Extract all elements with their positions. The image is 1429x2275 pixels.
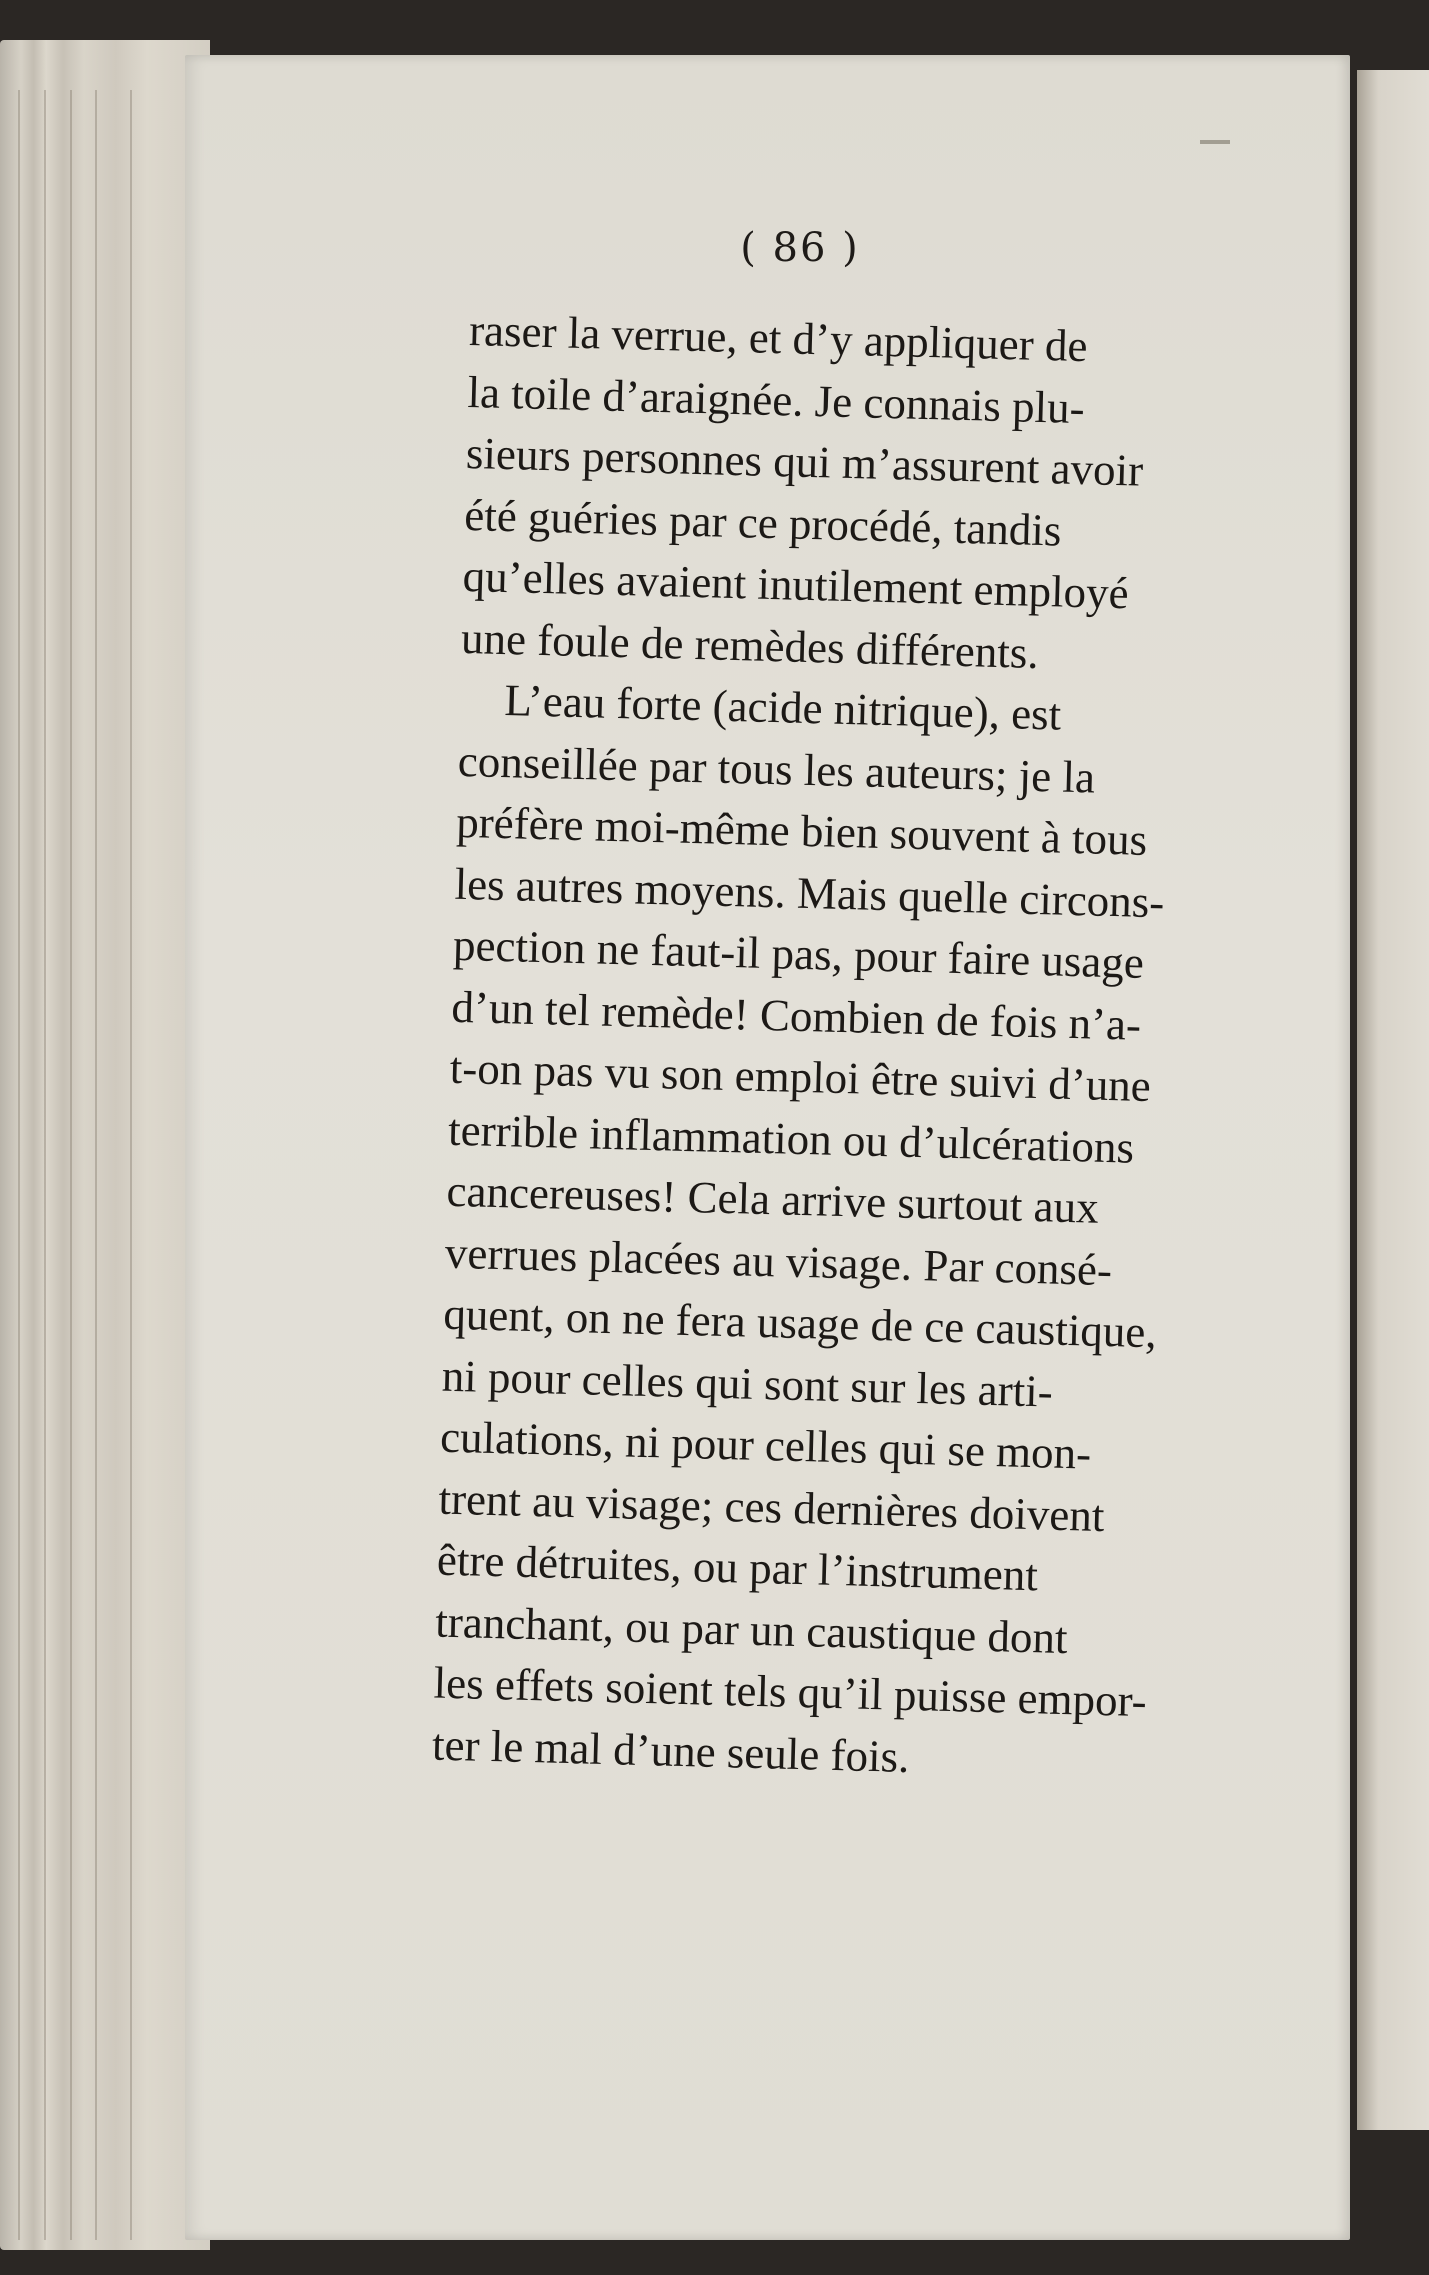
text-line: préfère moi-même bien souvent à tous [455,796,1148,865]
text-line: être détruites, ou par l’instrument [436,1534,1039,1601]
text-line: ter le mal d’une seule fois. [431,1719,911,1782]
text-line: L’eau forte (acide nitrique), est [503,675,1062,740]
page-edge [130,90,132,2240]
page-edges-stack [0,40,210,2250]
text-line: trent au visage; ces dernières doivent [437,1473,1106,1541]
text-line: cancereuses! Cela arrive surtout aux [446,1165,1100,1233]
text-line: terrible inflammation ou d’ulcérations [447,1104,1135,1173]
text-line: sieurs personnes qui m’assurent avoir [465,427,1144,496]
text-line: les effets soient tels qu’il puisse empor- [433,1657,1148,1727]
text-line: la toile d’araignée. Je connais plu- [466,366,1086,433]
text-line: raser la verrue, et d’y appliquer de [468,304,1089,372]
body-text [431,300,1269,1796]
text-line: conseillée par tous les auteurs; je la [457,735,1096,803]
text-line: tranchant, ou par un caustique dont [434,1596,1069,1663]
text-line: été guéries par ce procédé, tandis [463,489,1063,556]
text-line: les autres moyens. Mais quelle circons- [454,858,1165,927]
text-line: d’un tel remède! Combien de fois n’a- [450,981,1142,1050]
facing-page-edge [1357,70,1429,2130]
text-line: culations, ni pour celles qui se mon- [439,1411,1092,1479]
text-line: ni pour celles qui sont sur les arti- [441,1350,1054,1417]
text-line: t-on pas vu son emploi être suivi d’une [449,1042,1152,1112]
text-line: quent, on ne fera usage de ce caustique, [442,1288,1158,1358]
page-edge [44,90,46,2240]
page-edge [70,90,72,2240]
text-line: pection ne faut-il pas, pour faire usage [452,919,1145,988]
text-line: qu’elles avaient inutilement employé [462,550,1130,619]
ink-mark [1200,140,1230,144]
page-edge [95,90,97,2240]
page-number: ( 86 ) [740,225,860,271]
text-line: une foule de remèdes différents. [460,612,1040,678]
page-edge [18,90,20,2240]
text-line: verrues placées au visage. Par consé- [444,1227,1113,1295]
